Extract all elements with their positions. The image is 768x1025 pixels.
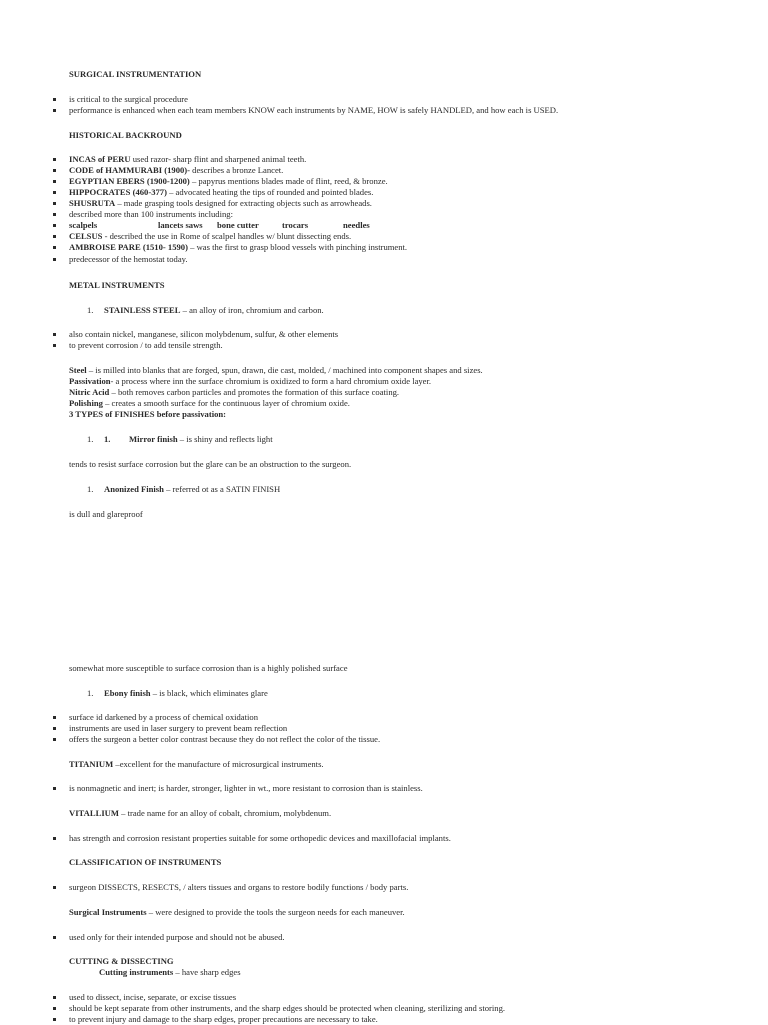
bullet-marker [53,837,56,840]
list-number: 1. [87,484,94,494]
instrument-lancets-saws: lancets saws [158,220,203,230]
classification-bullet: surgeon DISSECTS, RESECTS, / alters tissues and organs to restore bodily functions / body parts. [69,882,409,892]
history-item-name: AMBROISE PARE (1510- 1590) [69,242,188,252]
surgical-instruments-term: Surgical Instruments [69,907,147,917]
cutting-bullet: used to dissect, incise, separate, or excise tissues [69,992,237,1002]
history-item [69,165,283,176]
history-item-text: - described the use in Rome of scalpel handles w/ blunt dissecting ends. [102,231,352,241]
mirror-finish-note: tends to resist surface corrosion but the glare can be an obstruction to the surgeon. [69,459,352,469]
history-item [69,187,373,198]
bullet-marker [53,716,56,719]
intro-bullet: performance is enhanced when each team members KNOW each instruments by NAME, HOW is safely HANDLED, and how each is USED. [69,105,559,115]
instrument-bone-cutter: bone cutter [217,220,259,230]
ebony-finish-text: – is black, which eliminates glare [150,688,268,698]
surgical-instruments-text: – were designed to provide the tools the surgeon needs for each maneuver. [146,907,405,917]
history-item: described more than 100 instruments including: [69,209,233,219]
history-item-name: CELSUS [69,231,103,241]
bullet-marker [53,202,56,205]
cutting-instruments-text: – have sharp edges [173,967,241,977]
titanium-line [69,759,324,770]
finishes-subheading: 3 TYPES of FINISHES before passivation: [69,409,227,419]
cutting-bullet: to prevent injury and damage to the sharp edges, proper precautions are necessary to take. [69,1014,378,1024]
titanium-bullet: is nonmagnetic and inert; is harder, stronger, lighter in wt., more resistant to corrosion than is stainless. [69,783,423,793]
ebony-finish-term: Ebony finish [104,688,151,698]
bullet-marker [53,1007,56,1010]
vitallium-bullet: has strength and corrosion resistant properties suitable for some orthopedic devices and maxillofacial implants. [69,833,451,843]
anonized-finish-note: is dull and glareproof [69,509,143,519]
bullet-marker [53,886,56,889]
steel-term: Polishing [69,398,103,408]
instrument-trocars: trocars [282,220,309,230]
mirror-finish-text: – is shiny and reflects light [177,434,273,444]
history-item [69,176,388,187]
history-item-name: CODE of HAMMURABI (1900)- [69,165,191,175]
list-number: 1. [87,688,94,698]
ebony-finish-bullet: surface id darkened by a process of chemical oxidation [69,712,258,722]
surgical-instruments-bullet: used only for their intended purpose and should not be abused. [69,932,285,942]
history-item [69,231,351,242]
history-item-text: describes a bronze Lancet. [190,165,284,175]
steel-term: Nitric Acid [69,387,110,397]
bullet-marker [53,98,56,101]
history-item-text: – made grasping tools designed for extracting objects such as arrowheads. [115,198,372,208]
bullet-marker [53,787,56,790]
titanium-term: TITANIUM [69,759,114,769]
bullet-marker [53,109,56,112]
history-item-text: – advocated heating the tips of rounded and pointed blades. [166,187,374,197]
bullet-marker [53,158,56,161]
stainless-steel-bullet: to prevent corrosion / to add tensile strength. [69,340,223,350]
steel-line [69,398,350,409]
surgical-instruments-line [69,907,405,918]
bullet-marker [53,738,56,741]
steel-term: Steel [69,365,87,375]
anonized-finish-item [104,484,280,495]
bullet-marker [53,180,56,183]
ebony-finish-item [104,688,268,699]
steel-line [69,376,431,387]
bullet-marker [53,224,56,227]
ebony-finish-bullet: offers the surgeon a better color contrast because they do not reflect the color of the tissue. [69,734,381,744]
vitallium-line [69,808,331,819]
bullet-marker [53,169,56,172]
stainless-steel-bullet: also contain nickel, manganese, silicon molybdenum, sulfur, & other elements [69,329,339,339]
history-item-text: used razor- sharp flint and sharpened animal teeth. [130,154,307,164]
mirror-finish-item [129,434,273,445]
anonized-finish-note: somewhat more susceptible to surface corrosion than is a highly polished surface [69,663,348,673]
list-number: 1. [87,305,94,315]
bullet-marker [53,235,56,238]
section-heading-classification: CLASSIFICATION OF INSTRUMENTS [69,857,222,867]
anonized-finish-term: Anonized Finish [104,484,164,494]
cutting-instruments-line [99,967,241,978]
bullet-marker [53,996,56,999]
steel-text: – is milled into blanks that are forged, spun, drawn, die cast, molded, / machined into component shapes and sizes. [86,365,483,375]
history-item-name: EGYPTIAN EBERS (1900-1200) [69,176,190,186]
bullet-marker [53,727,56,730]
bullet-marker [53,213,56,216]
instrument-scalpels: scalpels [69,220,98,230]
history-item-name: INCAS of PERU [69,154,131,164]
instrument-needles: needles [343,220,370,230]
bullet-marker [53,191,56,194]
page-title: SURGICAL INSTRUMENTATION [69,69,202,79]
anonized-finish-text: – referred ot as a SATIN FINISH [163,484,281,494]
list-number: 1. [104,434,111,444]
cutting-instruments-term: Cutting instruments [99,967,174,977]
list-number: 1. [87,434,94,444]
history-item-name: HIPPOCRATES (460-377) [69,187,167,197]
bullet-marker [53,246,56,249]
history-item [69,154,306,165]
history-item-name: SHUSRUTA [69,198,116,208]
bullet-marker [53,258,56,261]
history-item [69,198,372,209]
bullet-marker [53,344,56,347]
cutting-bullet: should be kept separate from other instruments, and the sharp edges should be protected when cleaning, sterilizing and storing. [69,1003,506,1013]
history-item-text: – papyrus mentions blades made of flint, reed, & bronze. [189,176,388,186]
bullet-marker [53,1018,56,1021]
bullet-marker [53,333,56,336]
section-heading-cutting: CUTTING & DISSECTING [69,956,174,966]
stainless-steel-text: – an alloy of iron, chromium and carbon. [180,305,324,315]
history-item-text: – was the first to grasp blood vessels with pinching instrument. [187,242,408,252]
steel-line [69,387,399,398]
history-item: predecessor of the hemostat today. [69,254,188,264]
section-heading-history: HISTORICAL BACKROUND [69,130,182,140]
ebony-finish-bullet: instruments are used in laser surgery to prevent beam reflection [69,723,288,733]
bullet-marker [53,936,56,939]
mirror-finish-term: Mirror finish [129,434,178,444]
intro-bullet: is critical to the surgical procedure [69,94,188,104]
vitallium-term: VITALLIUM [69,808,119,818]
steel-text: - a process where inn the surface chromium is oxidized to form a hard chromium oxide layer. [110,376,432,386]
steel-term: Passivation [69,376,111,386]
stainless-steel-term: STAINLESS STEEL [104,305,181,315]
section-heading-metal: METAL INSTRUMENTS [69,280,165,290]
steel-line [69,365,483,376]
titanium-text: –excellent for the manufacture of microsurgical instruments. [113,759,324,769]
history-item [69,242,407,253]
stainless-steel-item [104,305,324,316]
steel-text: – both removes carbon particles and promotes the formation of this surface coating. [109,387,400,397]
vitallium-text: – trade name for an alloy of cobalt, chromium, molybdenum. [118,808,332,818]
steel-text: – creates a smooth surface for the continuous layer of chromium oxide. [102,398,350,408]
